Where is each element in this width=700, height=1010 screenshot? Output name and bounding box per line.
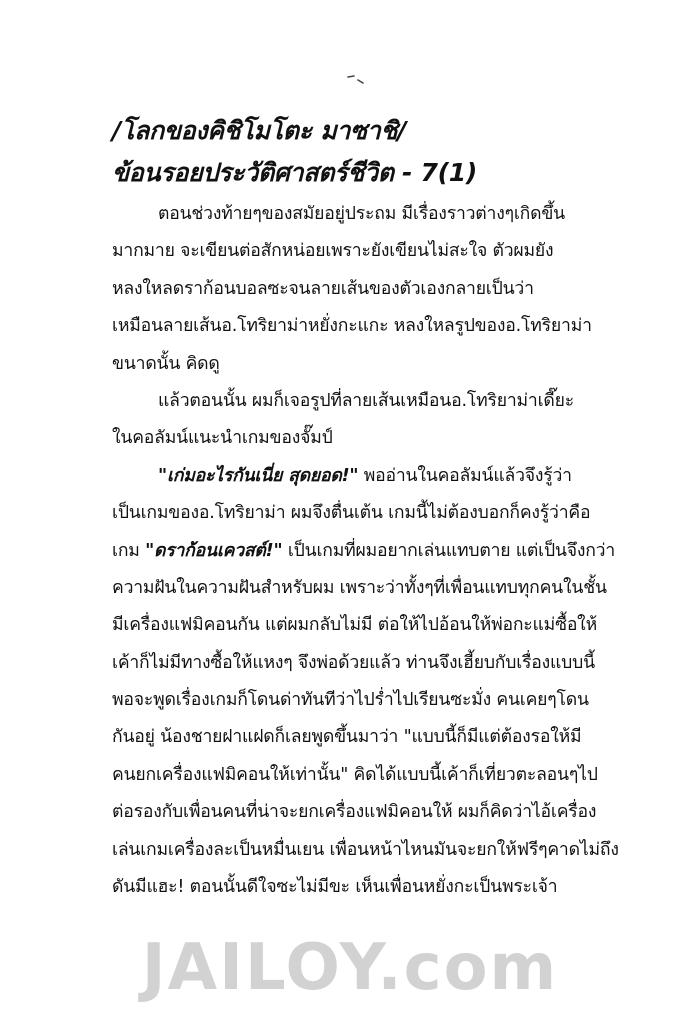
page-title: /โลกของคิชิโมโตะ มาซาชิ/ [112,116,407,145]
text-line: เค้าก็ไม่มีทางซื้อให้แหงๆ จึงพ่อด้วยแล้ว ท่านจึงเฮี้ยบกับเรื่องแบบนี้ [112,652,595,673]
text-line: มากมาย จะเขียนต่อสักหน่อยเพราะยังเขียนไม่สะใจ ตัวผมยัง [112,241,554,262]
article-body [112,196,672,906]
text-line: กันอยู่ น้องชายฝาแฝดก็เลยพูดขึ้นมาว่า "แบบนี้ก็มีแต่ต้องรอให้มี [112,727,582,748]
text-line [112,533,672,570]
text-line: ดันมีแฮะ! ตอนนั้นดีใจซะไม่มีขะ เห็นเพื่อนหยั่งกะเป็นพระเจ้า [112,877,558,898]
text-line: คนยกเครื่องแฟมิคอนให้เท่านั้น" คิดได้แบบนี้เค้าก็เที่ยวตะลอนๆไป [112,764,598,785]
scan-mark [346,72,374,86]
text-line: ต่อรองกับเพื่อนคนที่น่าจะยกเครื่องแฟมิคอนให้ ผมก็คิดว่าไอ้เครื่อง [112,802,597,823]
text-line: ตอนช่วงท้ายๆของสมัยอยู่ประถม มีเรื่องราวต่างๆเกิดขึ้น [158,204,565,224]
text-line: แล้วตอนนั้น ผมก็เจอรูปที่ลายเส้นเหมือนอ.โทริยาม่าเดี๊ยะ [158,390,574,411]
watermark: JAILOY.com [141,931,559,1005]
text-line: มีเครื่องแฟมิคอนกัน แต่ผมกลับไม่มี ต่อให้ไปอ้อนให้พ่อกะแม่ซื้อให้ [112,615,597,636]
text-line: เล่นเกมเครื่องละเป็นหมื่นเยน เพื่อนหน้าไหนมันจะยกให้ฟรีๆคาดไม่ถึง [112,839,619,860]
text-line: ความฝันในความฝันสำหรับผม เพราะว่าทั้งๆที่เพื่อนแทบทุกคนในชั้น [112,577,607,598]
text-span: เป็นเกมที่ผมอยากเล่นแทบตาย แต่เป็นจึงกว่า [282,540,616,561]
text-line: หลงใหลดราก้อนบอลซะจนลายเส้นของตัวเองกลายเป็นว่า [112,278,534,299]
game-quote: "เก่มอะไรกันเนี่ย สุดยอด!" [158,465,359,486]
text-line [112,458,672,495]
text-line: เหมือนลายเส้นอ.โทริยาม่าหยั่งกะแกะ หลงใหลรูปของอ.โทริยาม่า [112,316,592,337]
game-title: "ดราก้อนเควสต์!" [145,540,283,561]
text-line: เป็นเกมของอ.โทริยาม่า ผมจึงตื่นเต้น เกมนี้ไม่ต้องบอกก็คงรู้ว่าคือ [112,503,591,524]
page-subtitle: ข้อนรอยประวัติศาสตร์ชีวิต - 7(1) [112,158,477,187]
text-line: พอจะพูดเรื่องเกมก็โดนด่าทันทีว่าไปร่ำไปเรียนซะมั่ง คนเคยๆโดน [112,690,589,711]
text-line: ในคอลัมน์แนะนำเกมของจั๊มป์ [112,428,333,449]
text-span: เกม [112,540,146,561]
text-line: ขนาดนั้น คิดดู [112,353,220,374]
text-span: พออ่านในคอลัมน์แล้วจึงรู้ว่า [358,465,572,486]
